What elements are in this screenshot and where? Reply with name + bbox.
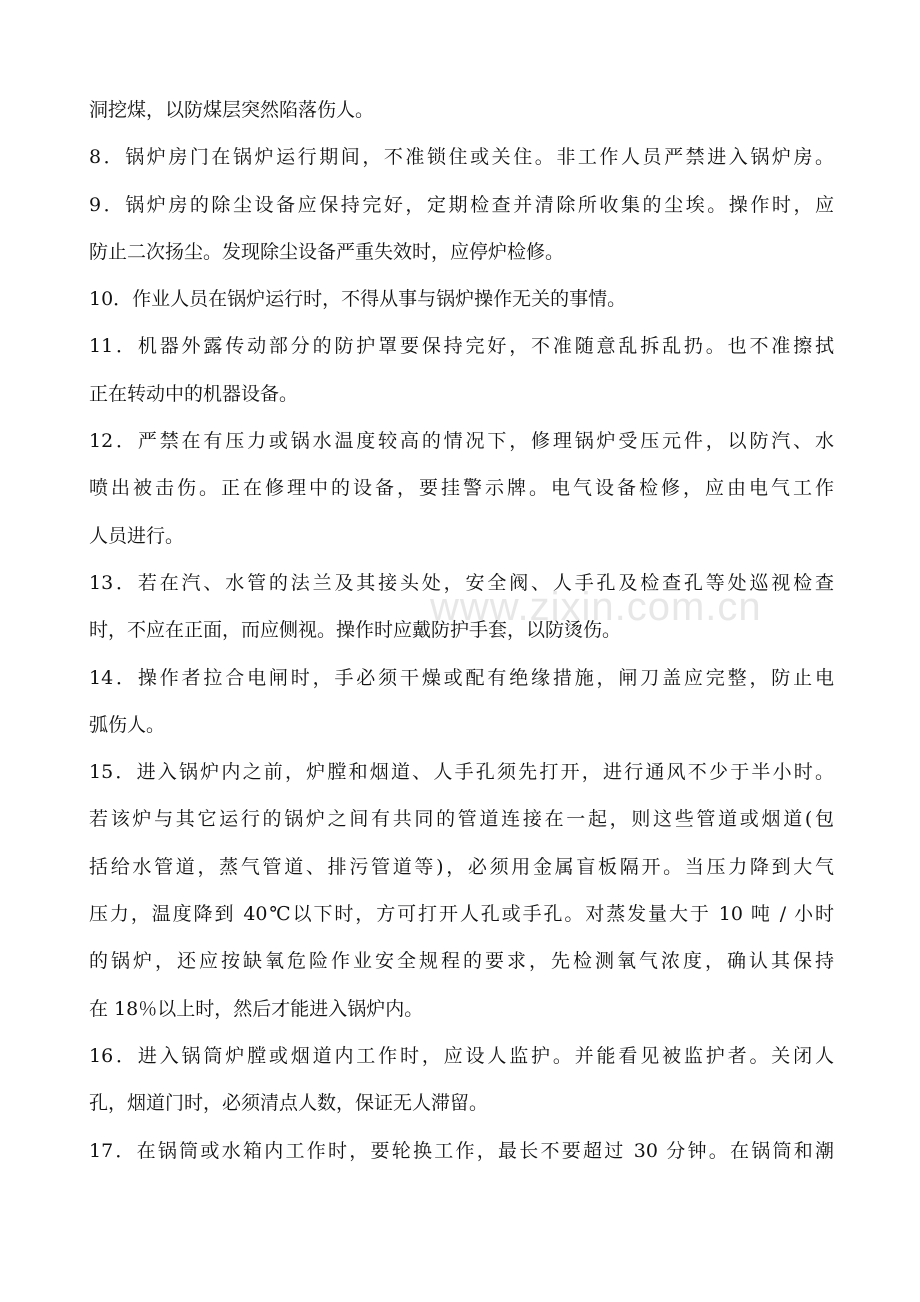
text-line: 10．作业人员在锅炉运行时，不得从事与锅炉操作无关的事情。: [89, 288, 627, 311]
text-line: 喷出被击伤。正在修理中的设备，要挂警示牌。电气设备检修，应由电气工作: [89, 477, 834, 500]
text-line: 13．若在汽、水管的法兰及其接头处，安全阀、人手孔及检查孔等处巡视检查: [89, 571, 834, 594]
text-line: 人员进行。: [89, 524, 185, 547]
text-line: 16．进入锅筒炉膛或烟道内工作时，应设人监护。并能看见被监护者。关闭人: [89, 1044, 834, 1067]
text-line: 14．操作者拉合电闸时，手必须干燥或配有绝缘措施，闸刀盖应完整，防止电: [89, 666, 834, 689]
document-body: [89, 87, 834, 1175]
text-line: 弧伤人。: [89, 713, 166, 736]
text-line: 孔，烟道门时，必须清点人数，保证无人滞留。: [89, 1092, 489, 1115]
text-line: 洞挖煤，以防煤层突然陷落伤人。: [89, 99, 375, 121]
text-line: 时，不应在正面，而应侧视。操作时应戴防护手套，以防烫伤。: [89, 619, 622, 642]
text-line: 压力，温度降到 40℃以下时，方可打开人孔或手孔。对蒸发量大于 10 吨 / 小时: [89, 903, 834, 926]
text-line: 12．严禁在有压力或锅水温度较高的情况下，修理锅炉受压元件，以防汽、水: [89, 430, 834, 453]
text-line: 8．锅炉房门在锅炉运行期间，不准锁住或关住。非工作人员严禁进入锅炉房。: [89, 146, 834, 169]
text-line: 17．在锅筒或水箱内工作时，要轮换工作，最长不要超过 30 分钟。在锅筒和潮: [89, 1139, 834, 1162]
text-line: 括给水管道，蒸气管道、排污管道等)，必须用金属盲板隔开。当压力降到大气: [89, 855, 834, 878]
text-line: 若该炉与其它运行的锅炉之间有共同的管道连接在一起，则这些管道或烟道(包: [89, 808, 834, 831]
watermark: www.zixin.com.cn: [430, 585, 762, 629]
text-line: 11．机器外露传动部分的防护罩要保持完好，不准随意乱拆乱扔。也不准擦拭: [89, 335, 834, 358]
text-line: 的锅炉，还应按缺氧危险作业安全规程的要求，先检测氧气浓度，确认其保持: [89, 950, 834, 973]
text-line: 防止二次扬尘。发现除尘设备严重失效时，应停炉检修。: [89, 240, 565, 263]
text-line: 正在转动中的机器设备。: [89, 382, 299, 405]
text-line: 9．锅炉房的除尘设备应保持完好，定期检查并清除所收集的尘埃。操作时，应: [89, 193, 834, 216]
text-line: 15．进入锅炉内之前，炉膛和烟道、人手孔须先打开，进行通风不少于半小时。: [89, 761, 834, 784]
text-line: 在 18％以上时，然后才能进入锅炉内。: [89, 997, 424, 1020]
